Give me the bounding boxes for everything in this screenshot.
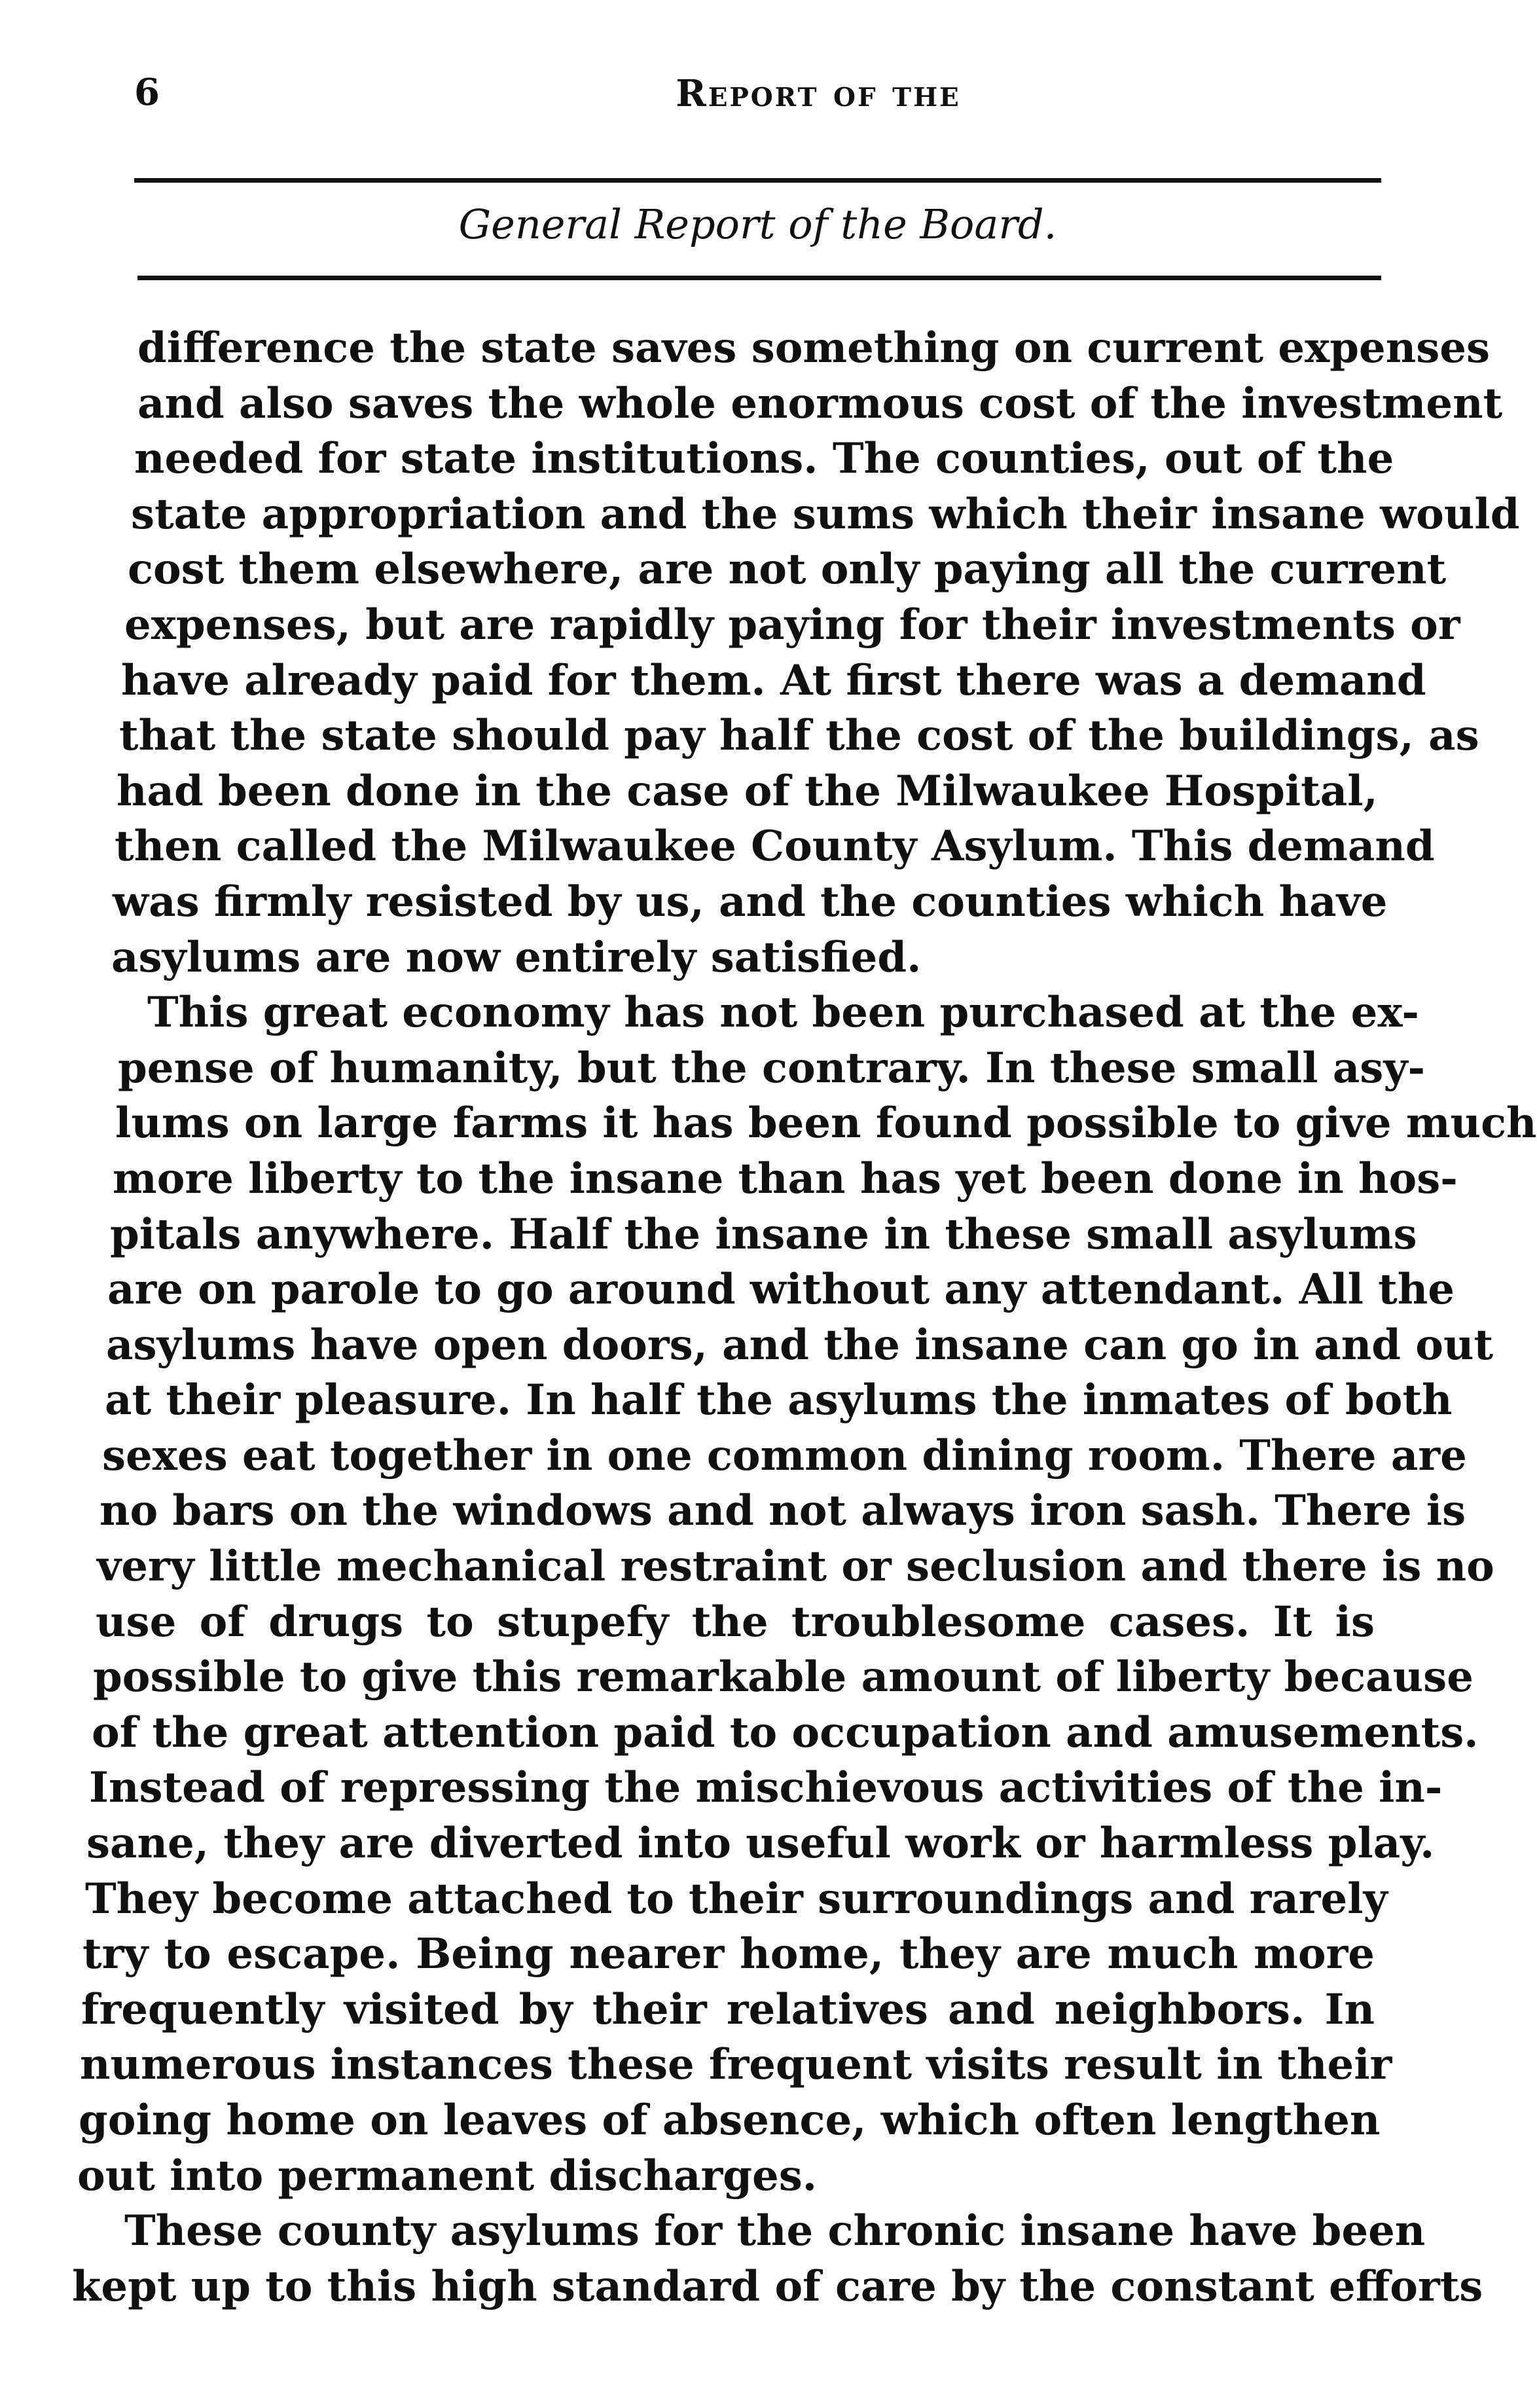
text-line: pense of humanity, but the contrary. In these small asy- — [118, 1043, 1426, 1093]
page-number: 6 — [134, 71, 160, 114]
text-line: that the state should pay half the cost of the buildings, as — [119, 711, 1479, 761]
text-line: sane, they are diverted into useful work or harmless play. — [86, 1819, 1435, 1869]
text-line: frequently visited by their relatives and neighbors. In — [81, 1984, 1375, 2034]
running-head: Report of the — [676, 72, 961, 115]
text-line: needed for state institutions. The counties, out of the — [134, 434, 1394, 484]
text-line: They become attached to their surroundings and rarely — [85, 1874, 1388, 1924]
text-line: Instead of repressing the mischievous activities of the in- — [89, 1763, 1443, 1813]
text-line: This great economy has not been purchased at the ex- — [147, 988, 1419, 1038]
text-line: use of drugs to stupefy the troublesome cases. It is — [96, 1597, 1375, 1647]
text-line: out into permanent discharges. — [77, 2151, 817, 2200]
text-line: are on parole to go around without any attendant. All the — [107, 1265, 1455, 1315]
text-line: pitals anywhere. Half the insane in these small asylums — [110, 1209, 1417, 1259]
text-line: of the great attention paid to occupation and amusements. — [92, 1707, 1479, 1757]
text-line: have already paid for them. At first there was a demand — [121, 655, 1426, 705]
text-line: asylums are now entirely satisfied. — [111, 932, 922, 982]
text-line: possible to give this remarkable amount of liberty because — [93, 1652, 1474, 1702]
text-line: difference the state saves something on current expenses — [137, 323, 1490, 373]
text-line: going home on leaves of absence, which often lengthen — [79, 2096, 1381, 2145]
text-line: expenses, but are rapidly paying for their investments or — [124, 600, 1460, 649]
text-line: and also saves the whole enormous cost of the investment — [137, 378, 1503, 428]
section-title: General Report of the Board. — [458, 200, 1057, 248]
text-line: cost them elsewhere, are not only paying all the current — [128, 545, 1447, 594]
text-line: had been done in the case of the Milwaukee Hospital, — [117, 766, 1378, 816]
text-line: numerous instances these frequent visits result in their — [80, 2040, 1392, 2090]
text-line: kept up to this high standard of care by the constant efforts — [72, 2261, 1483, 2311]
text-line: try to escape. Being nearer home, they are much more — [82, 1929, 1375, 1979]
text-line: then called the Milwaukee County Asylum. This demand — [115, 822, 1435, 871]
text-line: lums on large farms it has been found possible to give much — [115, 1099, 1537, 1148]
text-line: at their pleasure. In half the asylums the inmates of both — [105, 1376, 1453, 1425]
text-line: no bars on the windows and not always iron sash. There is — [99, 1486, 1466, 1536]
text-line: was firmly resisted by us, and the counties which have — [113, 877, 1388, 926]
text-line: These county asylums for the chronic insane have been — [124, 2206, 1426, 2256]
header-rule-top — [134, 178, 1381, 183]
text-line: state appropriation and the sums which their insane would — [131, 489, 1520, 539]
text-line: very little mechanical restraint or seclusion and there is no — [97, 1542, 1494, 1592]
text-line: asylums have open doors, and the insane can go in and out — [106, 1320, 1494, 1370]
header-rule-bottom — [137, 276, 1381, 280]
text-line: sexes eat together in one common dining room. There are — [102, 1431, 1467, 1480]
body-text — [72, 321, 1537, 2314]
text-line: more liberty to the insane than has yet been done in hos- — [113, 1154, 1458, 1203]
